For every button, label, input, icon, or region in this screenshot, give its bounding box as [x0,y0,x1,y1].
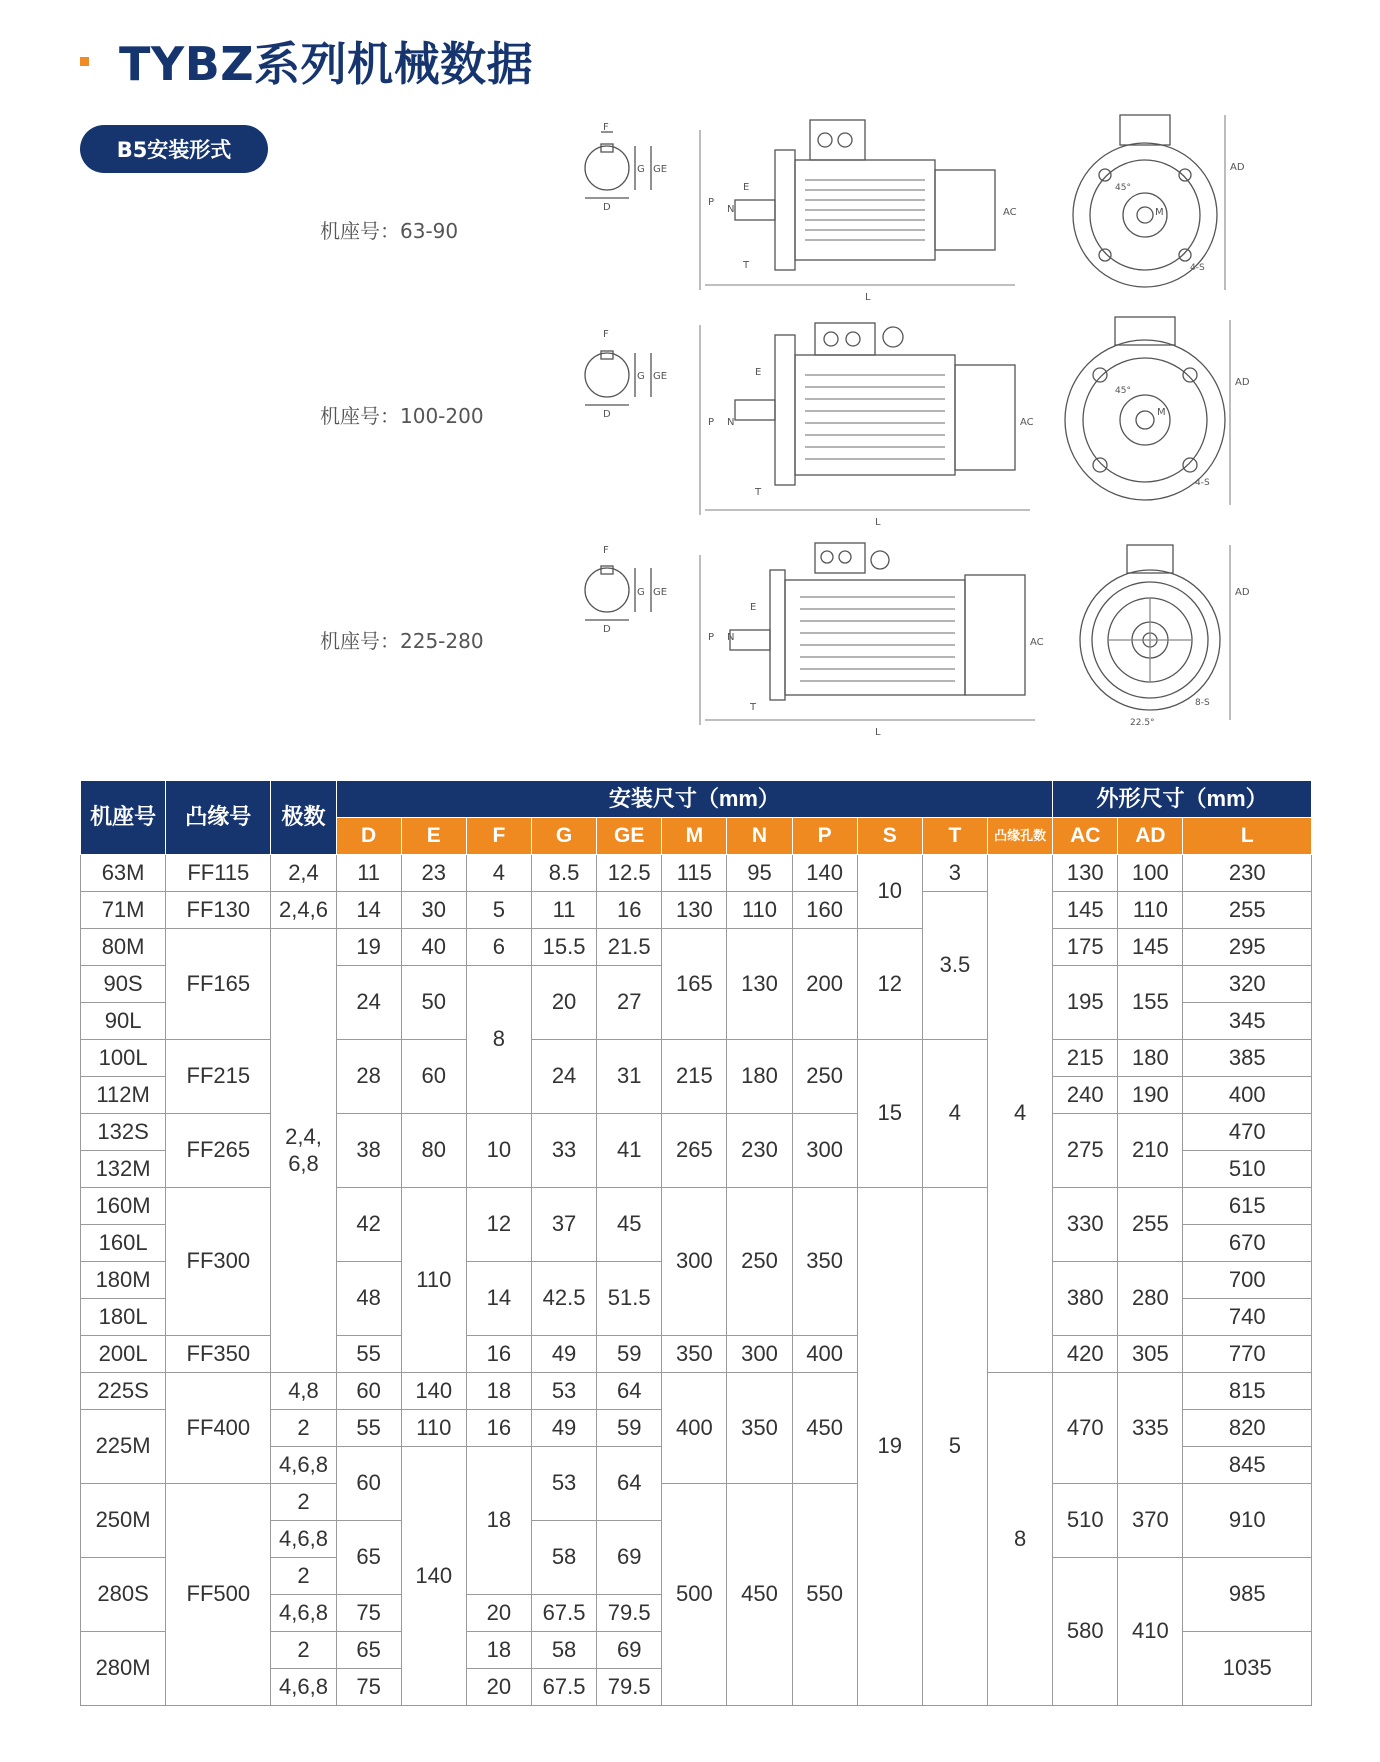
page-header [80,28,533,94]
col-frame: 机座号 [81,781,166,855]
dim-label-l: L [875,727,881,738]
table-cell: 130 [1053,855,1118,892]
frame-label-63-90: 机座号：63-90 [320,219,459,243]
table-cell: 51.5 [597,1262,662,1336]
dim-label-t: T [743,260,750,271]
table-cell: 140 [792,855,857,892]
col-g: G [531,818,596,855]
table-cell: 67.5 [531,1669,596,1706]
table-cell: 280M [81,1632,166,1706]
table-cell: 1035 [1183,1632,1312,1706]
table-cell: 64 [597,1447,662,1521]
table-cell: 350 [727,1373,792,1484]
table-cell: 65 [336,1521,401,1595]
dim-label-d: D [603,202,611,213]
table-cell: 30 [401,892,466,929]
table-cell: 132S [81,1114,166,1151]
dim-label-p: P [708,417,715,428]
table-cell: 64 [597,1373,662,1410]
table-cell: FF130 [166,892,271,929]
table-cell: 250M [81,1484,166,1558]
table-cell: 18 [466,1447,531,1595]
table-cell: 38 [336,1114,401,1188]
table-cell: FF500 [166,1484,271,1706]
table-row [81,855,1312,892]
mechanical-data-table [80,780,1312,1706]
dim-label-22-5: 22.5° [1130,718,1155,728]
motor-side-view [700,543,1044,738]
table-cell: 65 [336,1632,401,1669]
table-cell: 5 [466,892,531,929]
col-s: S [857,818,922,855]
table-cell: 37 [531,1188,596,1262]
dim-label-45: 45° [1115,386,1131,396]
col-t: T [922,818,987,855]
table-cell: 6 [466,929,531,966]
table-cell: 80 [401,1114,466,1188]
table-cell: FF215 [166,1040,271,1114]
dim-label-e: E [750,602,757,613]
dim-label-m: M [1157,407,1166,418]
dim-label-f: F [603,545,609,556]
table-cell: 19 [857,1188,922,1706]
table-cell: 550 [792,1484,857,1706]
col-m: M [662,818,727,855]
table-cell: 265 [662,1114,727,1188]
table-cell: FF400 [166,1373,271,1484]
table-cell: 4,6,8 [271,1595,336,1632]
table-cell: 69 [597,1521,662,1595]
table-cell: 740 [1183,1299,1312,1336]
table-cell: 470 [1183,1114,1312,1151]
dim-label-ge: GE [653,371,668,382]
table-cell: 230 [1183,855,1312,892]
table-cell: 55 [336,1336,401,1373]
table-cell: 4,8 [271,1373,336,1410]
table-row [81,1114,1312,1151]
table-cell: FF300 [166,1188,271,1336]
table-cell: 510 [1053,1484,1118,1558]
table-cell: 95 [727,855,792,892]
table-cell: 280 [1118,1262,1183,1336]
table-cell: 67.5 [531,1595,596,1632]
table-cell: 58 [531,1521,596,1595]
table-cell: 160M [81,1188,166,1225]
table-cell: 410 [1118,1558,1183,1706]
dim-label-t: T [755,487,762,498]
dim-label-l: L [875,517,881,525]
table-row [81,1336,1312,1373]
table-cell: 180L [81,1299,166,1336]
table-cell: 50 [401,966,466,1040]
table-cell: 8 [987,1373,1052,1706]
table-cell: 49 [531,1410,596,1447]
table-cell: 2,4, 6,8 [271,929,336,1373]
dim-label-g: G [637,371,645,382]
table-cell: 12 [857,929,922,1040]
motor-front-view [1073,115,1245,290]
dim-label-e: E [743,182,750,193]
dim-label-n: N [727,632,735,643]
table-cell: 3 [922,855,987,892]
col-poles: 极数 [271,781,336,855]
table-cell: FF265 [166,1114,271,1188]
table-cell: 700 [1183,1262,1312,1299]
table-cell: 305 [1118,1336,1183,1373]
motor-front-view [1065,317,1250,505]
table-cell: 31 [597,1040,662,1114]
table-cell: 210 [1118,1114,1183,1188]
table-cell: 160 [792,892,857,929]
frame-label-100-200: 机座号：100-200 [320,404,484,428]
table-cell: 69 [597,1632,662,1669]
table-cell: 160L [81,1225,166,1262]
table-cell: 21.5 [597,929,662,966]
table-cell: 28 [336,1040,401,1114]
table-cell: 275 [1053,1114,1118,1188]
table-cell: 40 [401,929,466,966]
table-cell: 16 [597,892,662,929]
table-cell: 470 [1053,1373,1118,1484]
table-cell: 132M [81,1151,166,1188]
table-cell: 3.5 [922,892,987,1040]
dim-label-m: M [1155,207,1164,218]
dim-label-e: E [755,367,762,378]
table-cell: 280S [81,1558,166,1632]
dim-label-d: D [603,409,611,420]
table-row [81,1188,1312,1225]
table-cell: 165 [662,929,727,1040]
table-cell: 23 [401,855,466,892]
table-cell: 335 [1118,1373,1183,1484]
table-cell: 670 [1183,1225,1312,1262]
table-cell: 370 [1118,1484,1183,1558]
table-cell: 4 [466,855,531,892]
table-cell: 255 [1118,1188,1183,1262]
table-cell: 12.5 [597,855,662,892]
motor-side-view [700,323,1034,525]
col-n: N [727,818,792,855]
col-flange: 凸缘号 [166,781,271,855]
table-cell: 145 [1053,892,1118,929]
table-cell: 5 [922,1188,987,1706]
dim-label-p: P [708,197,715,208]
table-cell: 130 [727,929,792,1040]
dim-label-4s: 4-S [1195,478,1210,488]
table-cell: 16 [466,1336,531,1373]
col-group-outline: 外形尺寸（mm） [1053,781,1312,818]
table-cell: 2,4 [271,855,336,892]
shaft-section-view [585,122,667,213]
table-cell: 79.5 [597,1669,662,1706]
table-cell: 295 [1183,929,1312,966]
table-cell: 770 [1183,1336,1312,1373]
table-cell: 385 [1183,1040,1312,1077]
table-cell: 215 [662,1040,727,1114]
table-cell: 90S [81,966,166,1003]
col-ac: AC [1053,818,1118,855]
table-cell: 42 [336,1188,401,1262]
table-cell: 350 [792,1188,857,1336]
table-cell: 240 [1053,1077,1118,1114]
table-cell: 100 [1118,855,1183,892]
table-cell: 2 [271,1484,336,1521]
table-cell: 155 [1118,966,1183,1040]
dim-label-4s: 4-S [1190,263,1205,273]
table-cell: 910 [1183,1484,1312,1558]
dim-label-g: G [637,164,645,175]
dim-label-ac: AC [1020,417,1034,428]
frame-label-225-280: 机座号：225-280 [320,629,484,653]
table-cell: 11 [531,892,596,929]
table-cell: 80M [81,929,166,966]
table-cell: 18 [466,1373,531,1410]
table-cell: 20 [466,1595,531,1632]
table-cell: 24 [531,1040,596,1114]
table-cell: 14 [466,1262,531,1336]
col-l: L [1183,818,1312,855]
table-cell: 140 [401,1373,466,1410]
table-cell: 500 [662,1484,727,1706]
table-cell: 18 [466,1632,531,1669]
dim-label-n: N [727,204,735,215]
title-bullet [80,57,89,66]
col-flange-holes: 凸缘孔数 [987,818,1052,855]
table-cell: 59 [597,1410,662,1447]
table-cell: 195 [1053,966,1118,1040]
table-row [81,1373,1312,1410]
table-cell: 4 [922,1040,987,1188]
table-cell: 190 [1118,1077,1183,1114]
col-group-install: 安装尺寸（mm） [336,781,1053,818]
table-cell: 380 [1053,1262,1118,1336]
table-cell: 60 [401,1040,466,1114]
motor-drawing-100-200 [575,315,1275,525]
col-p: P [792,818,857,855]
dim-label-f: F [603,122,609,133]
table-cell: 100L [81,1040,166,1077]
dim-label-d: D [603,624,611,635]
col-d: D [336,818,401,855]
table-cell: 345 [1183,1003,1312,1040]
table-cell: 24 [336,966,401,1040]
table-row [81,929,1312,966]
table-cell: FF115 [166,855,271,892]
dim-label-ge: GE [653,164,668,175]
table-cell: 420 [1053,1336,1118,1373]
table-cell: 79.5 [597,1595,662,1632]
table-cell: 300 [662,1188,727,1336]
table-cell: 48 [336,1262,401,1336]
motor-drawing-63-90 [575,110,1275,310]
table-cell: 8.5 [531,855,596,892]
table-cell: 300 [792,1114,857,1188]
dim-label-ac: AC [1030,637,1044,648]
table-cell: 820 [1183,1410,1312,1447]
table-cell: 20 [466,1669,531,1706]
table-cell: 49 [531,1336,596,1373]
table-cell: 75 [336,1595,401,1632]
table-cell: 60 [336,1373,401,1410]
table-cell: 615 [1183,1188,1312,1225]
table-cell: 4,6,8 [271,1447,336,1484]
dim-label-ad: AD [1235,377,1250,388]
col-ad: AD [1118,818,1183,855]
mounting-type-badge: B5安装形式 [80,125,268,173]
table-cell: 41 [597,1114,662,1188]
dim-label-f: F [603,329,609,340]
table-cell: 16 [466,1410,531,1447]
shaft-section-view [585,545,667,635]
table-cell: 11 [336,855,401,892]
dim-label-g: G [637,587,645,598]
table-cell: 255 [1183,892,1312,929]
table-cell: 145 [1118,929,1183,966]
table-row [81,1040,1312,1077]
table-cell: 10 [466,1114,531,1188]
motor-front-view [1080,545,1250,728]
table-cell: 2 [271,1558,336,1595]
table-cell: 2 [271,1410,336,1447]
table-cell: 4 [987,855,1052,1373]
table-cell: 19 [336,929,401,966]
table-cell: 15 [857,1040,922,1188]
table-cell: 510 [1183,1151,1312,1188]
table-cell: 175 [1053,929,1118,966]
table-cell: 27 [597,966,662,1040]
table-cell: 8 [466,966,531,1114]
table-cell: 225M [81,1410,166,1484]
table-cell: 55 [336,1410,401,1447]
table-cell: 60 [336,1447,401,1521]
table-cell: 180M [81,1262,166,1299]
table-cell: 4,6,8 [271,1521,336,1558]
dim-label-ad: AD [1230,162,1245,173]
table-cell: 845 [1183,1447,1312,1484]
table-cell: 110 [401,1410,466,1447]
table-cell: 53 [531,1373,596,1410]
table-cell: 58 [531,1632,596,1669]
dim-label-p: P [708,632,715,643]
table-cell: 110 [1118,892,1183,929]
table-cell: 33 [531,1114,596,1188]
table-cell: 985 [1183,1558,1312,1632]
table-cell: 12 [466,1188,531,1262]
table-cell: 115 [662,855,727,892]
table-cell: 63M [81,855,166,892]
table-cell: 580 [1053,1558,1118,1706]
table-cell: 14 [336,892,401,929]
table-cell: 180 [727,1040,792,1114]
table-cell: 20 [531,966,596,1040]
table-cell: FF165 [166,929,271,1040]
table-cell: 450 [792,1373,857,1484]
table-cell: 250 [792,1040,857,1114]
table-cell: 400 [1183,1077,1312,1114]
table-cell: 200 [792,929,857,1040]
table-cell: 400 [662,1373,727,1484]
dim-label-n: N [727,417,735,428]
dim-label-ac: AC [1003,207,1017,218]
table-cell: 320 [1183,966,1312,1003]
col-ge: GE [597,818,662,855]
table-cell: 71M [81,892,166,929]
table-cell: 300 [727,1336,792,1373]
table-cell: 400 [792,1336,857,1373]
table-cell: 815 [1183,1373,1312,1410]
table-cell: 2 [271,1632,336,1669]
motor-side-view [700,120,1017,303]
shaft-section-view [585,329,667,420]
dim-label-45: 45° [1115,183,1131,193]
table-row [81,1484,1312,1521]
table-cell: 140 [401,1447,466,1706]
col-e: E [401,818,466,855]
table-cell: 230 [727,1114,792,1188]
dim-label-t: T [750,702,757,713]
table-cell: 45 [597,1188,662,1262]
table-cell: 200L [81,1336,166,1373]
table-cell: 450 [727,1484,792,1706]
table-cell: 250 [727,1188,792,1336]
table-cell: 4,6,8 [271,1669,336,1706]
table-cell: FF350 [166,1336,271,1373]
table-cell: 180 [1118,1040,1183,1077]
table-row [81,892,1312,929]
table-cell: 110 [727,892,792,929]
table-cell: 59 [597,1336,662,1373]
table-cell: 42.5 [531,1262,596,1336]
dim-label-l: L [865,292,871,303]
dim-label-ge: GE [653,587,668,598]
table-cell: 330 [1053,1188,1118,1262]
table-cell: 53 [531,1447,596,1521]
table-cell: 75 [336,1669,401,1706]
table-cell: 130 [662,892,727,929]
table-cell: 2,4,6 [271,892,336,929]
table-cell: 350 [662,1336,727,1373]
table-cell: 215 [1053,1040,1118,1077]
table-cell: 112M [81,1077,166,1114]
table-cell: 225S [81,1373,166,1410]
col-f: F [466,818,531,855]
dim-label-8s: 8-S [1195,698,1210,708]
table-cell: 10 [857,855,922,929]
page-title: TYBZ系列机械数据 [119,37,534,91]
table-cell: 15.5 [531,929,596,966]
table-cell: 110 [401,1188,466,1373]
table-cell: 90L [81,1003,166,1040]
table-header-row [81,781,1312,818]
dim-label-ad: AD [1235,587,1250,598]
motor-drawing-225-280 [575,535,1275,745]
